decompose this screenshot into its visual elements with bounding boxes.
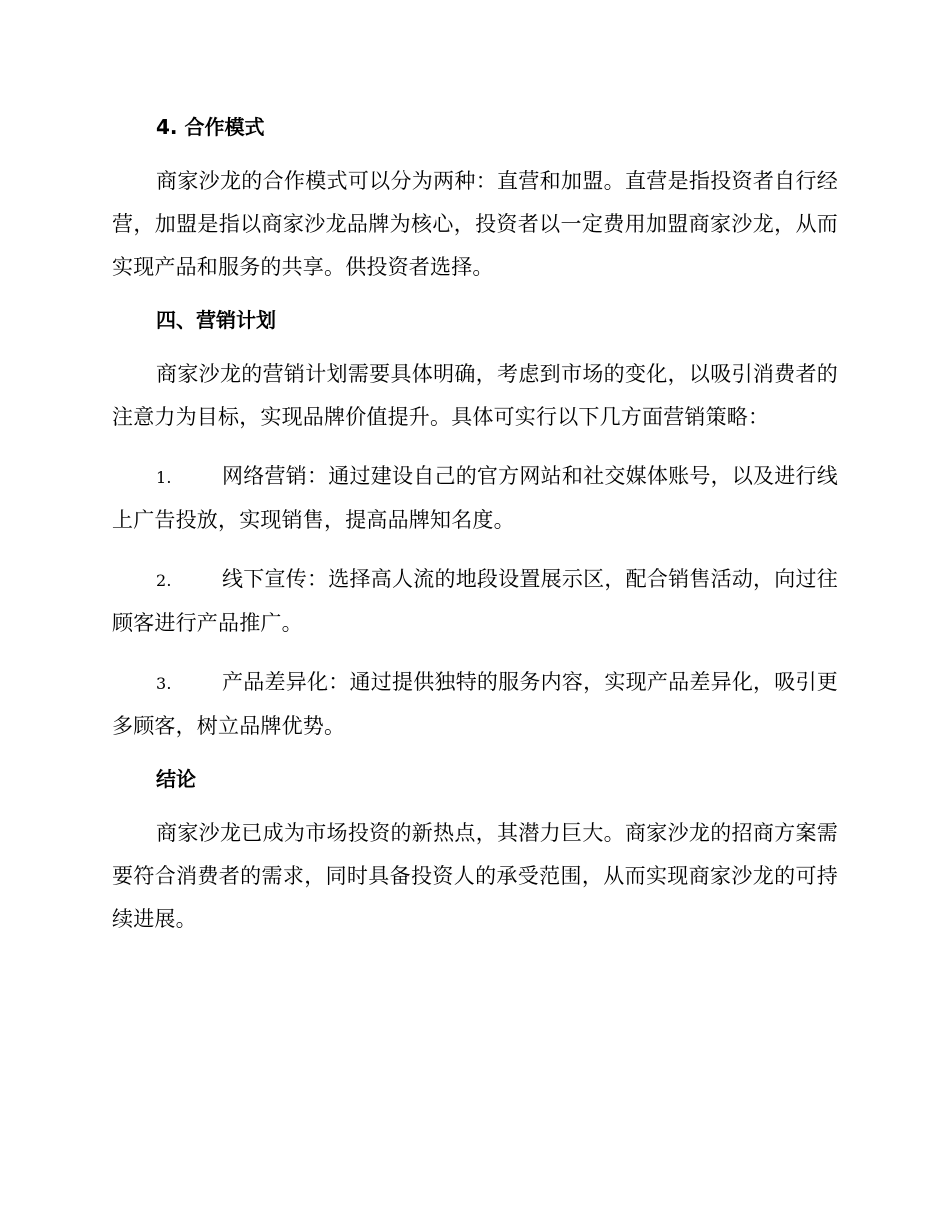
paragraph-cooperation: 商家沙龙的合作模式可以分为两种：直营和加盟。直营是指投资者自行经营，加盟是指以商家沙龙品牌为核心，投资者以一定费用加盟商家沙龙，从而实现产品和服务的共享。供投资者选择。 [112,169,838,279]
list-item [112,455,838,542]
list-item-number: 3. [156,674,172,693]
section-heading-conclusion: 结论 [156,767,196,791]
paragraph-conclusion: 商家沙龙已成为市场投资的新热点，其潜力巨大。商家沙龙的招商方案需要符合消费者的需求，同时具备投资人的承受范围，从而实现商家沙龙的可持续进展。 [112,821,838,931]
list-item-number: 1. [156,468,172,487]
list-item-text: 网络营销：通过建设自己的官方网站和社交媒体账号，以及进行线上广告投放，实现销售，提高品牌知名度。 [112,464,838,532]
list-item-text: 产品差异化：通过提供独特的服务内容，实现产品差异化，吸引更多顾客，树立品牌优势。 [112,670,838,738]
list-item [112,558,838,645]
section-heading-marketing: 四、营销计划 [156,308,276,332]
list-item [112,661,838,748]
paragraph-marketing: 商家沙龙的营销计划需要具体明确，考虑到市场的变化，以吸引消费者的注意力为目标，实现品牌价值提升。具体可实行以下几方面营销策略： [112,362,838,429]
section-heading-cooperation: 4. 合作模式 [156,115,265,139]
list-item-number: 2. [156,571,172,590]
list-item-text: 线下宣传：选择高人流的地段设置展示区，配合销售活动，向过往顾客进行产品推广。 [112,567,838,635]
